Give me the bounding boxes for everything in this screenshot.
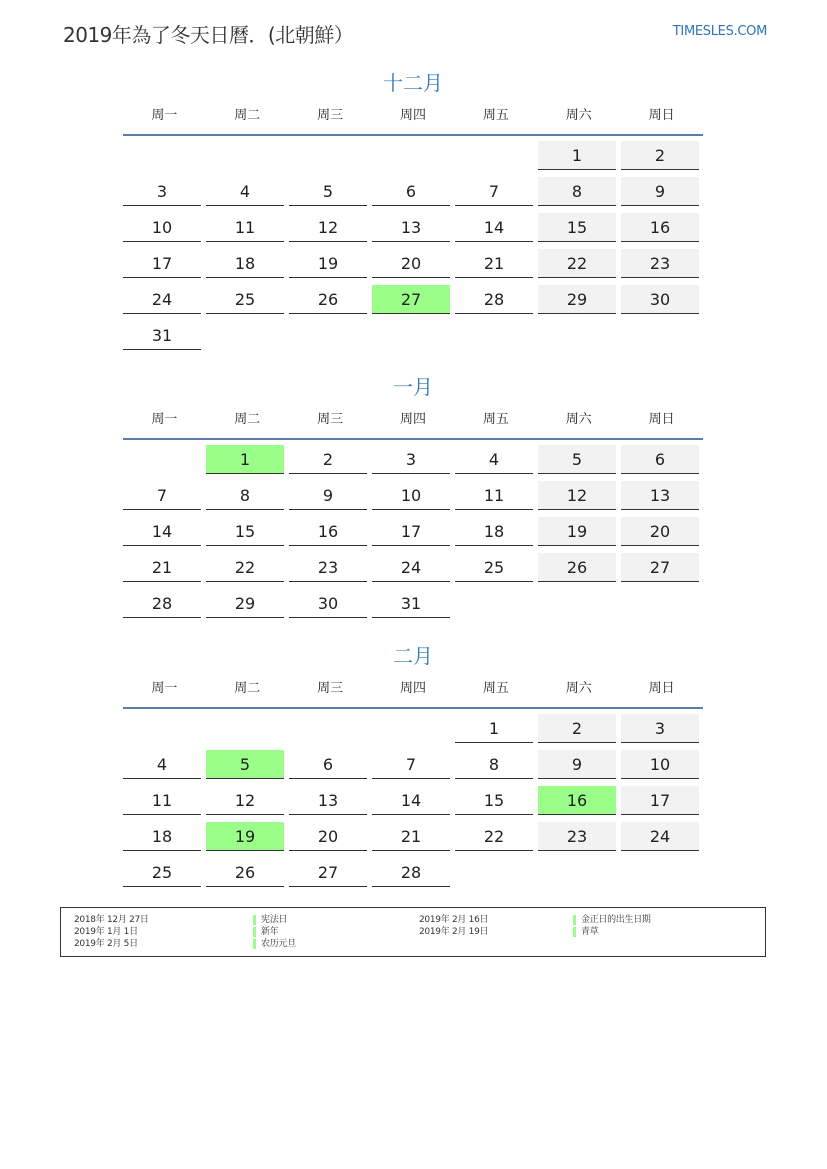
day-cell[interactable]: 26 [289, 285, 367, 314]
day-cell[interactable]: 15 [206, 517, 284, 546]
day-cell[interactable]: 14 [123, 517, 201, 546]
empty-day-cell [538, 321, 616, 350]
day-cell[interactable]: 5 [206, 750, 284, 779]
day-cell[interactable]: 8 [455, 750, 533, 779]
empty-day-cell [372, 141, 450, 170]
legend-date: 2019年 2月 16日 [419, 915, 489, 925]
empty-day-cell [455, 858, 533, 887]
empty-day-cell [621, 321, 699, 350]
weekday-label: 周五 [482, 681, 509, 696]
day-cell[interactable]: 24 [621, 822, 699, 851]
day-cell[interactable]: 7 [372, 750, 450, 779]
day-cell[interactable]: 9 [538, 750, 616, 779]
day-cell[interactable]: 26 [206, 858, 284, 887]
day-cell[interactable]: 6 [621, 445, 699, 474]
empty-day-cell [289, 321, 367, 350]
day-cell[interactable]: 16 [289, 517, 367, 546]
day-cell[interactable]: 15 [455, 786, 533, 815]
empty-day-cell [372, 321, 450, 350]
day-cell[interactable]: 17 [372, 517, 450, 546]
weekday-label: 周四 [400, 681, 427, 696]
day-cell[interactable]: 1 [455, 714, 533, 743]
week-row [123, 512, 703, 548]
day-cell[interactable]: 24 [123, 285, 201, 314]
weekday-label: 周三 [317, 412, 344, 427]
month-section [123, 68, 703, 352]
week-row [123, 781, 703, 817]
legend-date: 2019年 2月 19日 [419, 927, 489, 937]
month-title: 十二月 [383, 71, 443, 95]
weekday-label: 周日 [648, 412, 675, 427]
day-cell[interactable]: 22 [206, 553, 284, 582]
day-cell[interactable]: 19 [206, 822, 284, 851]
day-cell[interactable]: 21 [123, 553, 201, 582]
weekday-label: 周四 [400, 108, 427, 123]
empty-day-cell [372, 714, 450, 743]
day-cell[interactable]: 16 [621, 213, 699, 242]
week-row [123, 584, 703, 620]
day-cell[interactable]: 10 [123, 213, 201, 242]
day-cell[interactable]: 8 [538, 177, 616, 206]
day-cell[interactable]: 29 [538, 285, 616, 314]
day-cell[interactable]: 11 [206, 213, 284, 242]
weekday-label: 周一 [151, 412, 178, 427]
holiday-legend [60, 907, 766, 957]
day-cell[interactable]: 27 [289, 858, 367, 887]
empty-day-cell [206, 321, 284, 350]
legend-holiday-name: 青草 [581, 927, 599, 937]
weekday-label: 周日 [648, 108, 675, 123]
legend-date: 2018年 12月 27日 [74, 915, 149, 925]
day-cell[interactable]: 30 [289, 589, 367, 618]
day-cell[interactable]: 24 [372, 553, 450, 582]
legend-color-marker [253, 939, 256, 949]
day-cell[interactable]: 28 [372, 858, 450, 887]
day-cell[interactable]: 1 [538, 141, 616, 170]
day-cell[interactable]: 4 [455, 445, 533, 474]
empty-day-cell [455, 321, 533, 350]
legend-color-marker [253, 927, 256, 937]
week-row [123, 244, 703, 280]
weekday-label: 周三 [317, 108, 344, 123]
week-row [123, 709, 703, 745]
day-cell[interactable]: 12 [206, 786, 284, 815]
day-cell[interactable]: 13 [621, 481, 699, 510]
day-cell[interactable]: 25 [455, 553, 533, 582]
day-cell[interactable]: 2 [538, 714, 616, 743]
legend-holiday-name: 宪法日 [261, 915, 288, 925]
day-cell[interactable]: 30 [621, 285, 699, 314]
day-cell[interactable]: 20 [621, 517, 699, 546]
empty-day-cell [123, 445, 201, 474]
day-cell[interactable]: 20 [289, 822, 367, 851]
day-cell[interactable]: 31 [372, 589, 450, 618]
weekday-label: 周六 [565, 681, 592, 696]
weekday-label: 周二 [234, 108, 261, 123]
day-cell[interactable]: 25 [206, 285, 284, 314]
day-cell[interactable]: 12 [538, 481, 616, 510]
legend-holiday-name: 农历元旦 [261, 939, 296, 949]
day-cell[interactable]: 20 [372, 249, 450, 278]
day-cell[interactable]: 19 [538, 517, 616, 546]
day-cell[interactable]: 10 [621, 750, 699, 779]
legend-holiday-name: 新年 [261, 927, 279, 937]
day-cell[interactable]: 29 [206, 589, 284, 618]
day-cell[interactable]: 23 [289, 553, 367, 582]
empty-day-cell [538, 589, 616, 618]
empty-day-cell [455, 141, 533, 170]
day-cell[interactable]: 11 [455, 481, 533, 510]
day-cell[interactable]: 14 [455, 213, 533, 242]
empty-day-cell [289, 714, 367, 743]
day-cell[interactable]: 25 [123, 858, 201, 887]
week-row [123, 853, 703, 889]
weekday-header [123, 104, 703, 136]
day-cell[interactable]: 17 [621, 786, 699, 815]
day-cell[interactable]: 15 [538, 213, 616, 242]
day-cell[interactable]: 3 [123, 177, 201, 206]
empty-day-cell [123, 714, 201, 743]
day-cell[interactable]: 23 [621, 249, 699, 278]
week-row [123, 817, 703, 853]
week-row [123, 476, 703, 512]
day-cell[interactable]: 3 [621, 714, 699, 743]
day-cell[interactable]: 31 [123, 321, 201, 350]
weekday-header [123, 408, 703, 440]
day-cell[interactable]: 11 [123, 786, 201, 815]
weekday-label: 周六 [565, 412, 592, 427]
weekday-label: 周二 [234, 412, 261, 427]
day-cell[interactable]: 6 [372, 177, 450, 206]
day-cell[interactable]: 9 [621, 177, 699, 206]
legend-color-marker [573, 915, 576, 925]
week-row [123, 208, 703, 244]
day-cell[interactable]: 27 [372, 285, 450, 314]
day-cell[interactable]: 8 [206, 481, 284, 510]
empty-day-cell [123, 141, 201, 170]
day-cell[interactable]: 23 [538, 822, 616, 851]
day-cell[interactable]: 3 [372, 445, 450, 474]
week-row [123, 172, 703, 208]
weekday-label: 周五 [482, 108, 509, 123]
day-cell[interactable]: 17 [123, 249, 201, 278]
day-cell[interactable]: 6 [289, 750, 367, 779]
month-title: 二月 [393, 644, 433, 668]
empty-day-cell [206, 141, 284, 170]
site-link[interactable]: TIMESLES.COM [672, 24, 767, 39]
day-cell[interactable]: 28 [455, 285, 533, 314]
month-section [123, 641, 703, 889]
day-cell[interactable]: 18 [123, 822, 201, 851]
day-cell[interactable]: 10 [372, 481, 450, 510]
day-cell[interactable]: 27 [621, 553, 699, 582]
legend-holiday-name: 金正日的出生日期 [581, 915, 651, 925]
day-cell[interactable]: 28 [123, 589, 201, 618]
day-cell[interactable]: 12 [289, 213, 367, 242]
day-cell[interactable]: 22 [538, 249, 616, 278]
weekday-header [123, 677, 703, 709]
legend-date: 2019年 2月 5日 [74, 939, 138, 949]
empty-day-cell [206, 714, 284, 743]
day-cell[interactable]: 4 [206, 177, 284, 206]
day-cell[interactable]: 2 [621, 141, 699, 170]
week-row [123, 136, 703, 172]
day-cell[interactable]: 7 [123, 481, 201, 510]
empty-day-cell [289, 141, 367, 170]
week-row [123, 280, 703, 316]
page-title: 2019年為了冬天日曆．(北朝鮮） [63, 23, 354, 47]
legend-color-marker [253, 915, 256, 925]
week-row [123, 440, 703, 476]
day-cell[interactable]: 18 [455, 517, 533, 546]
week-row [123, 548, 703, 584]
legend-date: 2019年 1月 1日 [74, 927, 138, 937]
day-cell[interactable]: 16 [538, 786, 616, 815]
day-cell[interactable]: 1 [206, 445, 284, 474]
day-cell[interactable]: 14 [372, 786, 450, 815]
legend-color-marker [573, 927, 576, 937]
day-cell[interactable]: 22 [455, 822, 533, 851]
day-cell[interactable]: 18 [206, 249, 284, 278]
day-cell[interactable]: 5 [289, 177, 367, 206]
day-cell[interactable]: 9 [289, 481, 367, 510]
day-cell[interactable]: 7 [455, 177, 533, 206]
day-cell[interactable]: 4 [123, 750, 201, 779]
weekday-label: 周一 [151, 108, 178, 123]
month-section [123, 372, 703, 620]
week-row [123, 316, 703, 352]
day-cell[interactable]: 13 [372, 213, 450, 242]
day-cell[interactable]: 26 [538, 553, 616, 582]
day-cell[interactable]: 2 [289, 445, 367, 474]
weekday-label: 周三 [317, 681, 344, 696]
weekday-label: 周一 [151, 681, 178, 696]
empty-day-cell [621, 858, 699, 887]
week-row [123, 745, 703, 781]
weekday-label: 周日 [648, 681, 675, 696]
month-title: 一月 [393, 375, 433, 399]
empty-day-cell [455, 589, 533, 618]
empty-day-cell [621, 589, 699, 618]
day-cell[interactable]: 19 [289, 249, 367, 278]
day-cell[interactable]: 21 [455, 249, 533, 278]
day-cell[interactable]: 13 [289, 786, 367, 815]
day-cell[interactable]: 21 [372, 822, 450, 851]
weekday-label: 周二 [234, 681, 261, 696]
weekday-label: 周四 [400, 412, 427, 427]
empty-day-cell [538, 858, 616, 887]
day-cell[interactable]: 5 [538, 445, 616, 474]
weekday-label: 周六 [565, 108, 592, 123]
weekday-label: 周五 [482, 412, 509, 427]
